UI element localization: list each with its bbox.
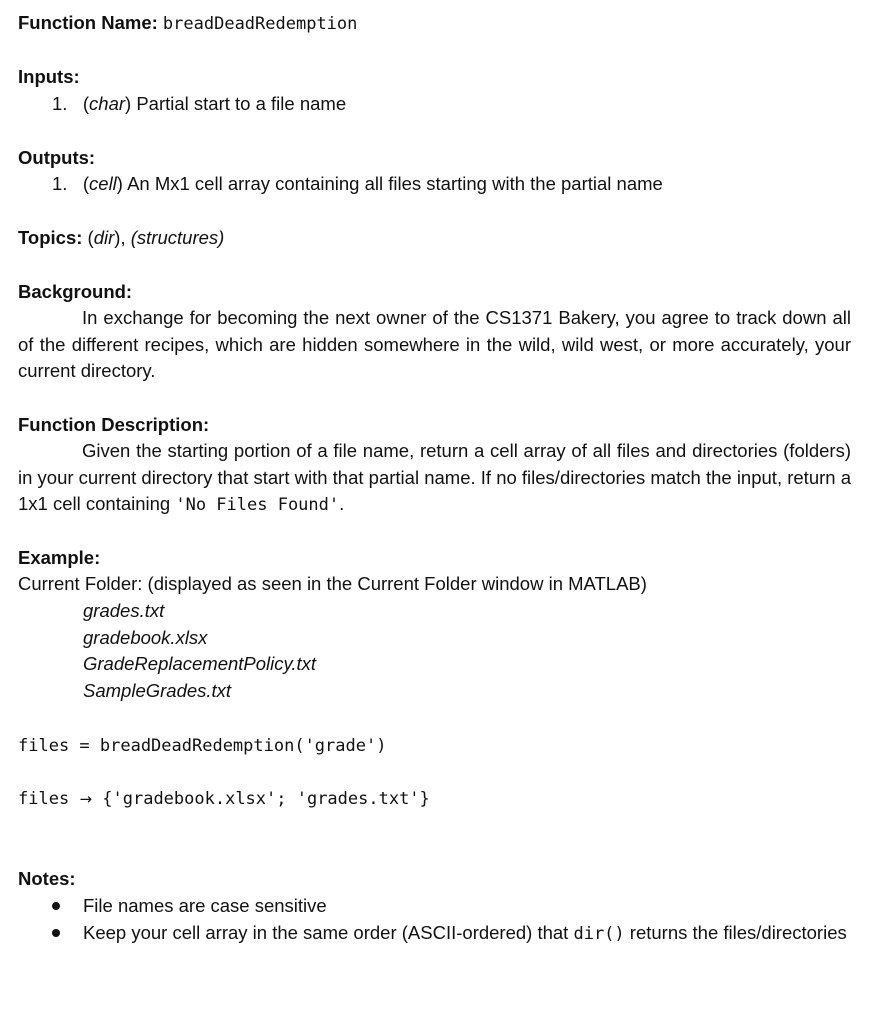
folder-file-item: GradeReplacementPolicy.txt xyxy=(83,653,317,674)
note-item: File names are case sensitive xyxy=(83,895,327,916)
bullet-icon xyxy=(52,893,62,903)
example-call-code: files = breadDeadRedemption('grade') xyxy=(18,736,387,756)
output-item-type: cell xyxy=(89,173,117,194)
input-item-number: 1. xyxy=(52,93,68,114)
folder-file-item: SampleGrades.txt xyxy=(83,680,232,701)
topic-item: structures xyxy=(136,227,219,248)
function-description-text: Given the starting portion of a file name, return a cell array of all files and directories (folders) in your current directory that start with that partial name. If no files/directories match the input, return a 1x1 cell containing xyxy=(18,440,851,514)
function-description-paragraph: Given the starting portion of a file name, return a cell array of all files and directories (folders) in your current directory that start with that partial name. If no files/directories match the input, return a 1x1 cell containing 'No Files Found'. xyxy=(18,440,851,515)
example-heading: Example: xyxy=(18,547,101,568)
dir-function-code: dir() xyxy=(573,924,625,944)
result-value: {'gradebook.xlsx'; 'grades.txt'} xyxy=(102,789,430,809)
outputs-heading: Outputs: xyxy=(18,147,96,168)
inputs-heading: Inputs: xyxy=(18,66,80,87)
function-name-value: breadDeadRedemption xyxy=(162,14,358,34)
input-item-description: Partial start to a file name xyxy=(136,93,347,114)
result-variable: files xyxy=(18,789,70,809)
bullet-icon xyxy=(52,920,62,930)
function-description-heading: Function Description: xyxy=(18,414,210,435)
input-item: 1. (char) Partial start to a file name xyxy=(52,93,347,114)
current-folder-caption: Current Folder: (displayed as seen in the Current Folder window in MATLAB) xyxy=(18,573,647,594)
output-item-description: An Mx1 cell array containing all files starting with the partial name xyxy=(127,173,663,194)
function-name-line xyxy=(18,10,357,37)
output-item-number: 1. xyxy=(52,173,68,194)
background-paragraph xyxy=(18,305,851,385)
note-item: Keep your cell array in the same order (ASCII-ordered) that dir() returns the files/directories xyxy=(83,922,847,944)
folder-file-item: grades.txt xyxy=(83,600,165,621)
background-heading: Background: xyxy=(18,281,133,302)
topics-line: Topics: (dir), (structures) xyxy=(18,227,225,248)
folder-file-item: gradebook.xlsx xyxy=(83,627,208,648)
background-text: In exchange for becoming the next owner of the CS1371 Bakery, you agree to track down all of the different recipes, which are hidden somewhere in the wild, wild west, or more accurately, your current directory. xyxy=(18,307,851,381)
topics-label: Topics: xyxy=(18,227,83,248)
input-item-type: char xyxy=(89,93,126,114)
example-result-line xyxy=(18,786,430,812)
topic-item: dir xyxy=(93,227,115,248)
result-arrow-icon: → xyxy=(79,790,93,808)
output-item: 1. (cell) An Mx1 cell array containing all files starting with the partial name xyxy=(52,173,663,194)
function-name-label: Function Name: xyxy=(18,12,158,33)
notes-heading: Notes: xyxy=(18,868,76,889)
no-files-found-code: 'No Files Found' xyxy=(175,495,340,515)
